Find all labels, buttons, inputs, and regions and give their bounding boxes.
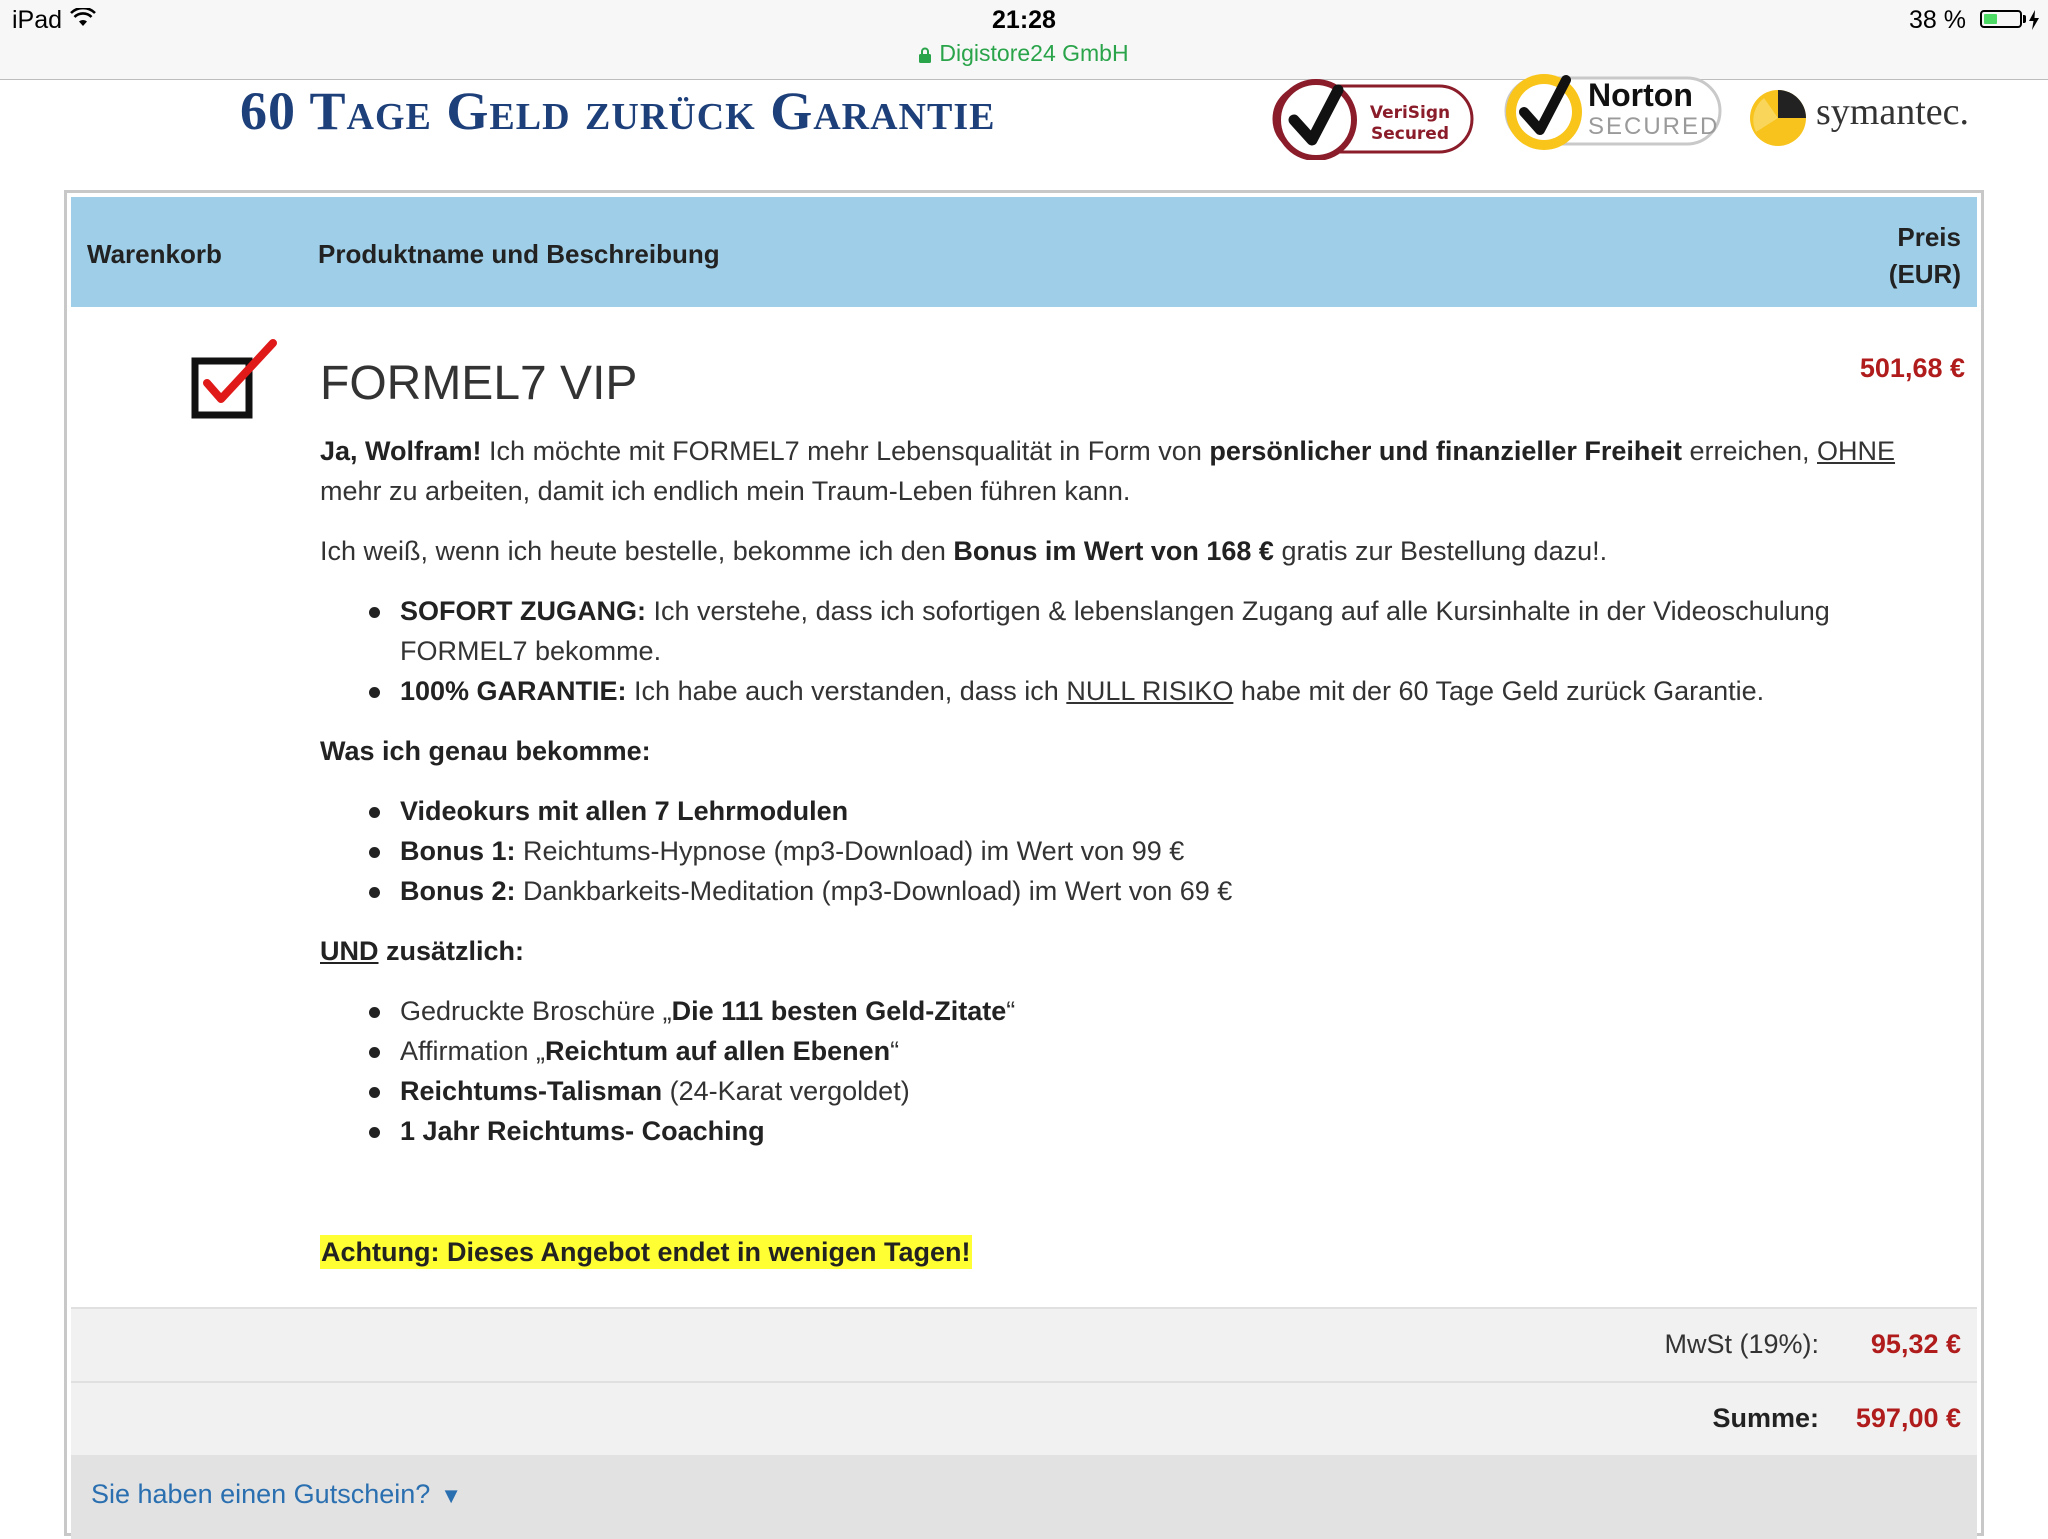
item-pre: Gedruckte Broschüre „ [400,996,672,1026]
item-post: (24-Karat vergoldet) [662,1076,910,1106]
list-item [400,1071,1900,1111]
offer-notice: Achtung: Dieses Angebot endet in wenigen Tagen! [321,1237,971,1267]
sum-row [71,1381,1977,1455]
intro-emphasis: persönlicher und finanzieller Freiheit [1209,436,1682,466]
item-label: Bonus 1: [400,836,516,866]
cart-table [64,190,1984,1536]
what-i-get-heading-text: Was ich genau bekomme: [320,736,651,766]
benefit-text: Ich verstehe, dass ich sofortigen & lebenslangen Zugang auf alle Kursinhalte in der Videoschulung FORMEL7 bekomme. [400,596,1830,666]
item-text: Dankbarkeits-Meditation (mp3-Download) im Wert von 69 € [515,876,1233,906]
bonus-emphasis: Bonus im Wert von 168 € [953,536,1274,566]
vat-row [71,1307,1977,1381]
additional-heading [320,931,1900,971]
coupon-row [71,1455,1977,1539]
guarantee-banner: 60 Tage Geld zurück Garantie [240,81,996,141]
intro-name: Ja, Wolfram! [320,436,482,466]
additional-heading-underline: UND [320,936,379,966]
sum-value: 597,00 € [1855,1403,1961,1433]
bonus-text-2: gratis zur Bestellung dazu!. [1273,536,1608,566]
list-item [400,671,1900,711]
intro-text-2: erreichen, [1681,436,1818,466]
item-label: Videokurs mit allen 7 Lehrmodulen [400,796,849,826]
column-price-line2: (EUR) [1888,259,1961,289]
lock-icon [919,42,931,69]
item-label: Reichtum auf allen Ebenen [545,1036,891,1066]
symantec-text: symantec. [1816,91,1970,133]
intro-text-1: Ich möchte mit FORMEL7 mehr Lebensqualität in Form von [481,436,1210,466]
address-bar[interactable] [0,40,2048,69]
item-label: Bonus 2: [400,876,516,906]
intro-text-3: mehr zu arbeiten, damit ich endlich mein Traum-Leben führen kann. [320,476,1131,506]
status-bar [0,0,2048,80]
item-pre: Affirmation „ [400,1036,546,1066]
charging-icon [2028,10,2040,35]
additional-heading-text: zusätzlich: [378,936,525,966]
chevron-down-icon: ▼ [440,1483,463,1508]
battery-cap [2023,15,2026,23]
norton-seal[interactable] [1500,72,1726,154]
bonus-text-1: Ich weiß, wenn ich heute bestelle, bekomme ich den [320,536,954,566]
benefit-text: Ich habe auch verstanden, dass ich [626,676,1067,706]
item-text: Reichtums-Hypnose (mp3-Download) im Wert von 99 € [515,836,1185,866]
product-title: FORMEL7 VIP [320,357,638,410]
benefit-underline: NULL RISIKO [1066,676,1234,706]
url-host: Digistore24 GmbH [939,40,1129,66]
battery-level [1984,14,1997,24]
column-price-line1: Preis [1897,222,1961,252]
norton-line2: SECURED [1588,113,1720,140]
benefits-list [320,591,1900,711]
symantec-logo [1746,80,1986,150]
benefit-label: SOFORT ZUGANG: [400,596,646,626]
list-item [400,791,1900,831]
item-label: 1 Jahr Reichtums- Coaching [400,1116,765,1146]
item-label: Reichtums-Talisman [400,1076,663,1106]
item-post: “ [890,1036,900,1066]
bonus-paragraph [320,531,1900,571]
intro-underline: OHNE [1817,436,1896,466]
what-i-get-heading [320,731,1900,771]
vat-label: MwSt (19%): [1664,1329,1819,1359]
list-item [400,591,1900,671]
intro-paragraph [320,431,1900,511]
column-price [1889,219,1961,293]
product-description [320,431,1900,1272]
list-item [400,831,1900,871]
battery-icon [1980,10,2022,28]
cart-header [71,197,1977,307]
clock: 21:28 [992,6,1056,34]
coupon-toggle[interactable] [91,1479,462,1510]
battery-percent: 38 % [1909,6,1966,34]
vat-value: 95,32 € [1870,1329,1961,1359]
item-post: “ [1006,996,1016,1026]
product-checkbox[interactable] [187,337,291,430]
verisign-seal[interactable] [1268,78,1476,160]
list-item [400,871,1900,911]
device-name: iPad [12,6,63,34]
what-i-get-list [320,791,1900,911]
product-price: 501,68 € [1859,353,1965,383]
list-item [400,1111,1900,1151]
coupon-label: Sie haben einen Gutschein? [91,1479,431,1509]
benefit-text-2: habe mit der 60 Tage Geld zurück Garantie. [1233,676,1765,706]
additional-list [320,991,1900,1151]
column-product: Produktname und Beschreibung [318,239,720,269]
verisign-line2: Secured [1370,124,1450,144]
sum-label: Summe: [1712,1403,1819,1433]
benefit-label: 100% GARANTIE: [400,676,627,706]
norton-line1: Norton [1588,77,1693,113]
list-item [400,1031,1900,1071]
column-cart: Warenkorb [87,239,222,269]
verisign-line1: VeriSign [1369,103,1451,123]
item-label: Die 111 besten Geld-Zitate [671,996,1007,1026]
list-item [400,991,1900,1031]
